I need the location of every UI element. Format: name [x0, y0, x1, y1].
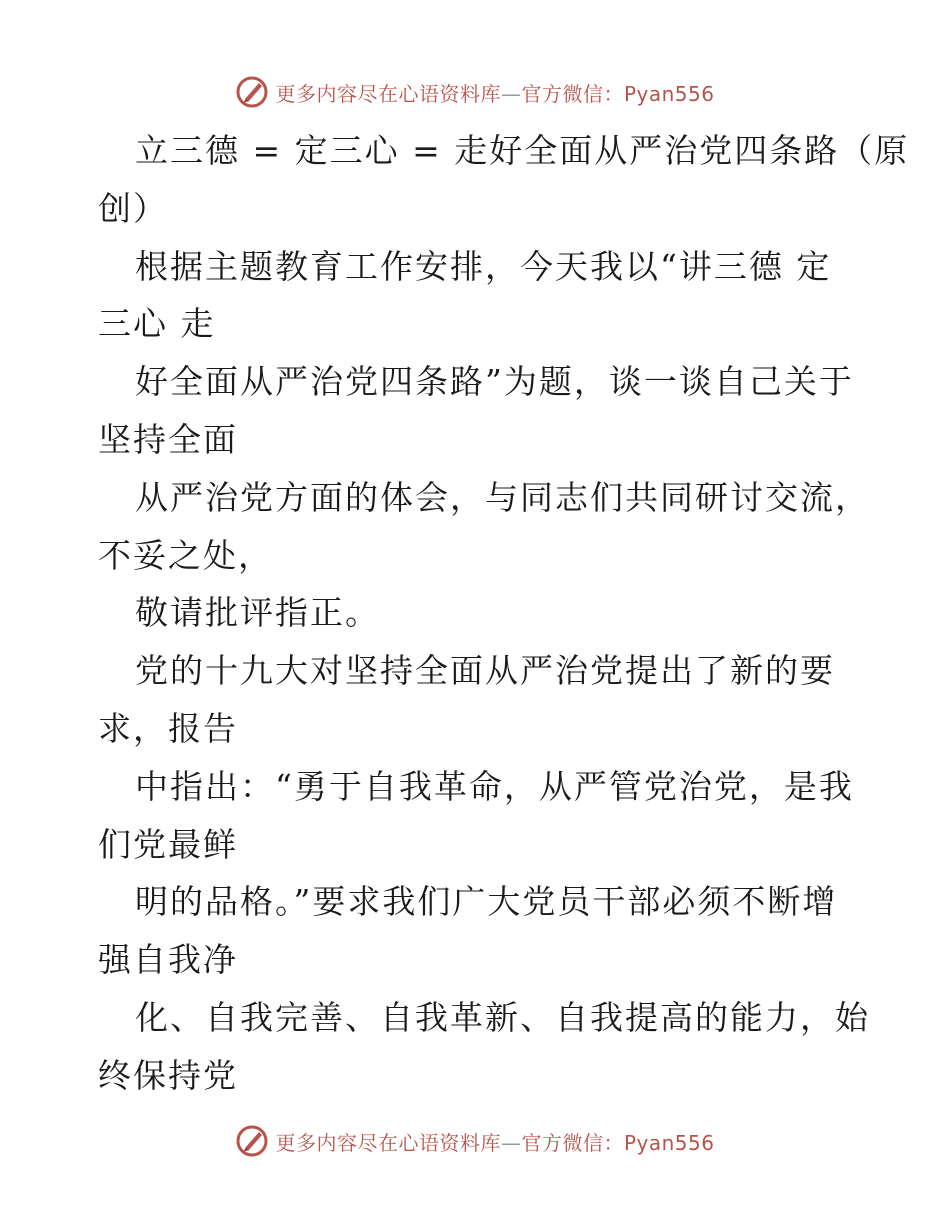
- paragraph-line: 中指出：“勇于自我革命，从严管党治党，是我: [135, 766, 854, 806]
- footer-banner-text: [275, 1127, 714, 1156]
- paragraph-line: 终保持党: [98, 1055, 238, 1095]
- footer-wechat-text: 官方微信：Pyan556: [521, 1130, 715, 1155]
- document-title-line-1: 立三德 = 定三心 = 走好全面从严治党四条路（原: [135, 131, 910, 170]
- paragraph-line: 三心 走: [98, 304, 216, 344]
- paragraph-line: 党的十九大对坚持全面从严治党提出了新的要: [135, 651, 835, 691]
- paragraph-line: 敬请批评指正。: [135, 593, 380, 633]
- paragraph-line: 坚持全面: [98, 419, 238, 459]
- paragraph-line: 根据主题教育工作安排，今天我以“讲三德 定: [135, 246, 832, 286]
- footer-banner: [0, 1121, 950, 1161]
- quill-seal-icon: [235, 1124, 269, 1158]
- paragraph-line: 明的品格。”要求我们广大党员干部必须不断增: [135, 882, 838, 922]
- footer-site-text: 更多内容尽在心语资料库: [275, 1130, 501, 1155]
- paragraph-line: 从严治党方面的体会，与同志们共同研讨交流，: [135, 477, 870, 517]
- header-banner-text: [275, 78, 714, 107]
- footer-dash: —: [500, 1130, 522, 1155]
- paragraph-line: 不妥之处，: [98, 535, 273, 575]
- quill-seal-icon: [235, 75, 269, 109]
- header-wechat-text: 官方微信：Pyan556: [521, 81, 715, 106]
- paragraph-line: 强自我净: [98, 940, 238, 980]
- paragraph-line: 好全面从严治党四条路”为题，谈一谈自己关于: [135, 362, 854, 402]
- paragraph-line: 求，报告: [98, 708, 238, 748]
- header-site-text: 更多内容尽在心语资料库: [275, 81, 501, 106]
- header-dash: —: [500, 81, 522, 106]
- paragraph-line: 们党最鲜: [98, 824, 238, 864]
- document-body: [98, 122, 910, 1105]
- document-title-line-2: 创）: [98, 188, 168, 228]
- header-banner: [0, 72, 950, 112]
- paragraph-line: 化、自我完善、自我革新、自我提高的能力，始: [135, 997, 870, 1037]
